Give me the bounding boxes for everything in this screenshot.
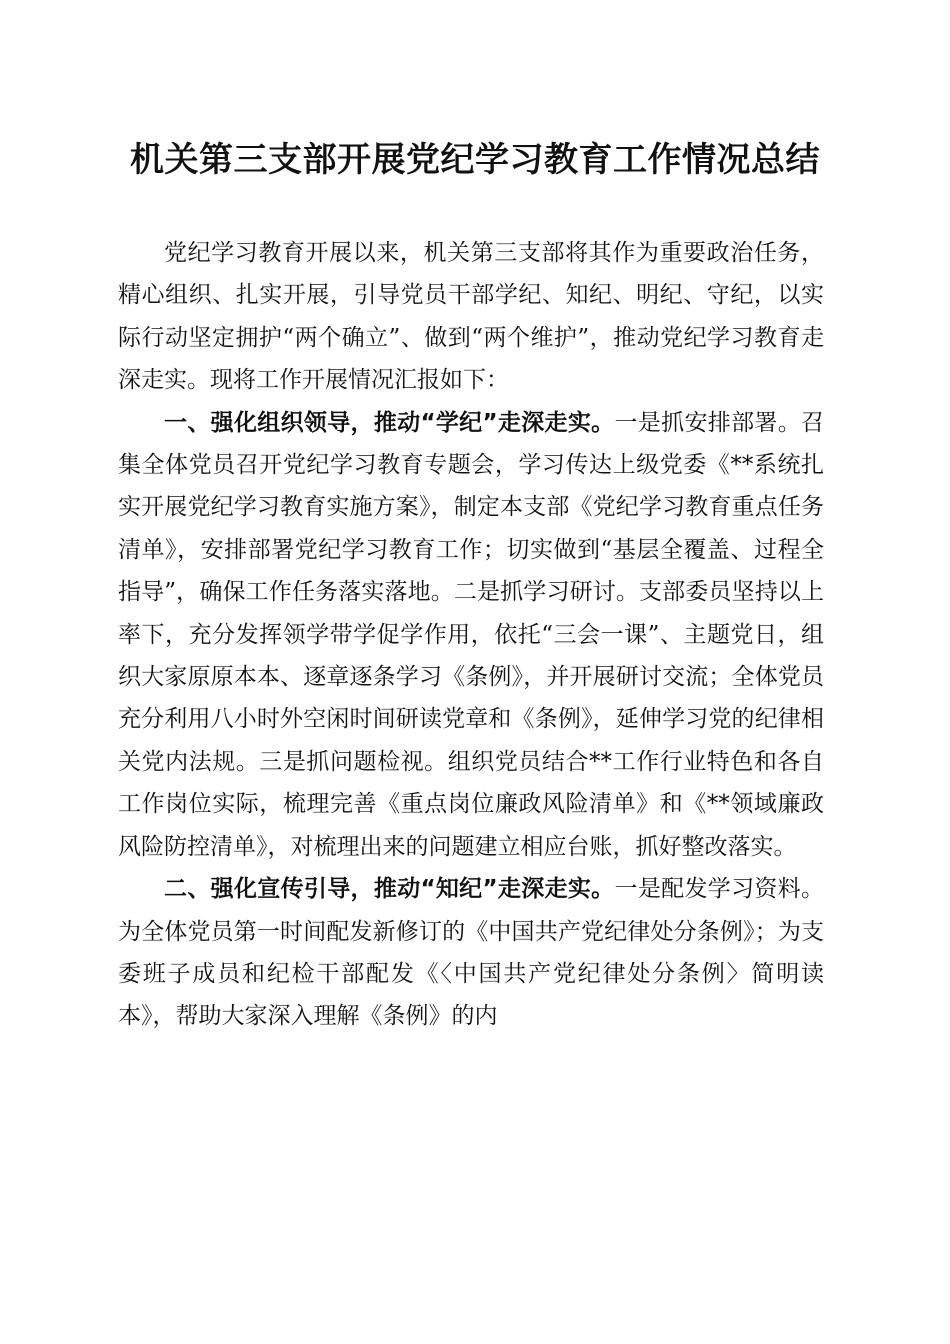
section-one-text: 一是抓安排部署。召集全体党员召开党纪学习教育专题会，学习传达上级党委《**系统扎实开展党纪学习教育实施方案》，制定本支部《党纪学习教育重点任务清单》，安排部署党纪学习教育工作；切实做到“基层全覆盖、过程全指导”，确保工作任务落实落地。二是抓学习研讨。支部委员坚持以上率下，充分发挥领学带学促学作用，依托“三会一课”、主题党日，组织大家原原本本、逐章逐条学习《条例》，并开展研讨交流；全体党员充分利用八小时外空闲时间研读党章和《条例》，延伸学习党的纪律相关党内法规。三是抓问题检视。组织党员结合**工作行业特色和各自工作岗位实际，梳理完善《重点岗位廉政风险清单》和《**领域廉政风险防控清单》，对梳理出来的问题建立相应台账，抓好整改落实。: [118, 409, 825, 860]
section-one-paragraph: [118, 402, 824, 868]
section-two-text: 一是配发学习资料。为全体党员第一时间配发新修订的《中国共产党纪律处分条例》；为支委班子成员和纪检干部配发《〈中国共产党纪律处分条例〉简明读本》，帮助大家深入理解《条例》的内: [118, 876, 825, 1030]
document-title: 机关第三支部开展党纪学习教育工作情况总结: [130, 140, 820, 180]
intro-paragraph-text: 党纪学习教育开展以来，机关第三支部将其作为重要政治任务，精心组织、扎实开展，引导党员干部学纪、知纪、明纪、守纪，以实际行动坚定拥护“两个确立”、做到“两个维护”，推动党纪学习教育走深走实。现将工作开展情况汇报如下：: [118, 240, 824, 394]
intro-paragraph: [118, 232, 824, 402]
section-one-heading: 一、强化组织领导，推动“学纪”走深走实。: [164, 409, 615, 436]
section-two-heading: 二、强化宣传引导，推动“知纪”走深走实。: [164, 876, 615, 903]
section-two-paragraph: [118, 868, 824, 1038]
document-body: [118, 232, 824, 1038]
